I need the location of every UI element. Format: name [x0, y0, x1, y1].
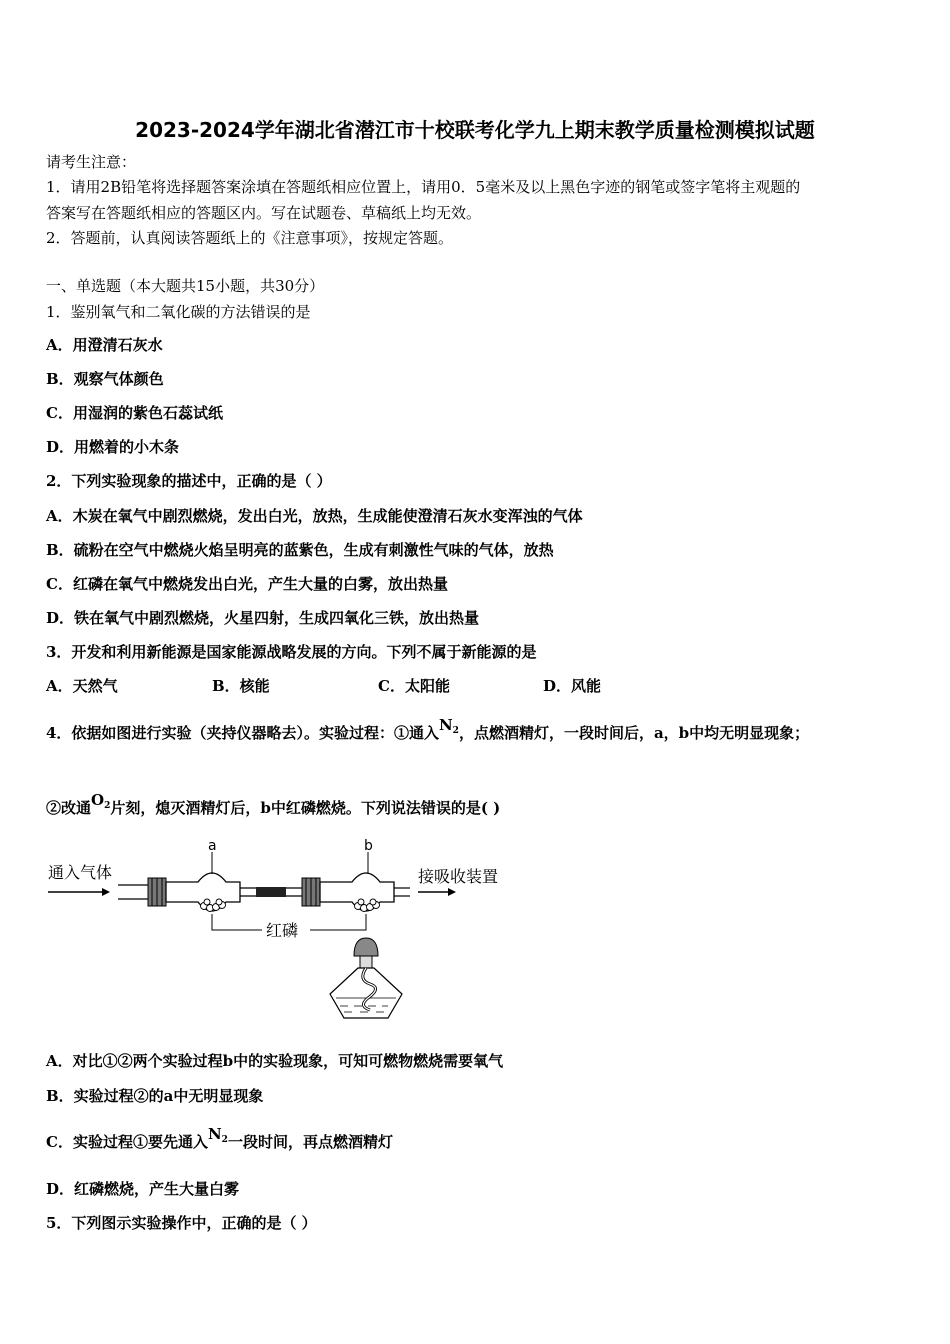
q3-option-d: D．风能 — [543, 677, 602, 695]
n2-formula: $N_2$ — [438, 716, 459, 736]
notice-line-2: 答案写在答题纸相应的答题区内。写在试题卷、草稿纸上均无效。 — [46, 204, 482, 222]
q2-option-a: A．木炭在氧气中剧烈燃烧，发出白光，放热，生成能使澄清石灰水变浑浊的气体 — [46, 507, 583, 525]
section-heading: 一、单选题（本大题共15小题，共30分） — [46, 277, 325, 295]
alcohol-lamp — [330, 938, 402, 1018]
q4-stem-part-2: ，点燃酒精灯，一段时间后，a，b中均无明显现象； — [458, 724, 810, 742]
n2-formula: $N_2$ — [207, 1125, 228, 1145]
q4-option-d: D．红磷燃烧，产生大量白雾 — [46, 1180, 240, 1198]
label-a: a — [208, 838, 217, 854]
notice-line-3: 2．答题前，认真阅读答题纸上的《注意事项》，按规定答题。 — [46, 229, 454, 247]
q1-stem: 1．鉴别氧气和二氧化碳的方法错误的是 — [46, 303, 311, 321]
q1-option-a: A．用澄清石灰水 — [46, 336, 163, 354]
notice-line-1: 1．请用2B铅笔将选择题答案涂填在答题纸相应位置上，请用0．5毫米及以上黑色字迹的钢笔或签字笔将主观题的 — [46, 178, 801, 196]
q3-option-a: A．天然气 — [46, 677, 118, 695]
q2-option-b: B．硫粉在空气中燃烧火焰呈明亮的蓝紫色，生成有刺激性气味的气体，放热 — [46, 541, 554, 559]
experiment-apparatus-figure — [40, 838, 520, 1028]
q2-stem: 2．下列实验现象的描述中，正确的是（ ） — [46, 472, 332, 490]
q4-stem-part-1: 4．依据如图进行实验（夹持仪器略去）。实验过程：①通入 — [46, 724, 439, 742]
notice-heading: 请考生注意： — [46, 153, 137, 171]
q3-option-c: C．太阳能 — [378, 677, 450, 695]
label-red-phosphorus: 红磷 — [266, 921, 299, 940]
q3-stem: 3．开发和利用新能源是国家能源战略发展的方向。下列不属于新能源的是 — [46, 643, 537, 661]
q2-option-d: D．铁在氧气中剧烈燃烧，火星四射，生成四氧化三铁，放出热量 — [46, 609, 480, 627]
q2-option-c: C．红磷在氧气中燃烧发出白光，产生大量的白雾，放出热量 — [46, 575, 448, 593]
q4-option-a: A．对比①②两个实验过程b中的实验现象，可知可燃物燃烧需要氧气 — [46, 1052, 504, 1070]
rubber-connector — [256, 887, 286, 897]
label-outlet: 接吸收装置 — [418, 867, 499, 886]
q4-option-b: B．实验过程②的a中无明显现象 — [46, 1087, 264, 1105]
page-title: 2023-2024学年湖北省潜江市十校联考化学九上期末教学质量检测模拟试题 — [135, 118, 815, 142]
q4-stem-line-2: ②改通$O_2$片刻，熄灭酒精灯后，b中红磷燃烧。下列说法错误的是( ) — [46, 791, 501, 817]
o2-formula: $O_2$ — [91, 791, 111, 811]
q1-option-d: D．用燃着的小木条 — [46, 438, 180, 456]
q3-option-b: B．核能 — [212, 677, 270, 695]
outlet-arrowhead — [448, 888, 456, 896]
q4-stem-line-1 — [46, 716, 810, 749]
q5-stem: 5．下列图示实验操作中，正确的是（ ） — [46, 1214, 317, 1232]
label-inlet-gas: 通入气体 — [48, 863, 113, 882]
inlet-arrowhead — [102, 888, 110, 896]
label-b: b — [364, 838, 373, 854]
q1-option-c: C．用湿润的紫色石蕊试纸 — [46, 404, 223, 422]
q4-option-c: C．实验过程①要先通入$N_2$一段时间，再点燃酒精灯 — [46, 1125, 393, 1151]
q1-option-b: B．观察气体颜色 — [46, 370, 164, 388]
